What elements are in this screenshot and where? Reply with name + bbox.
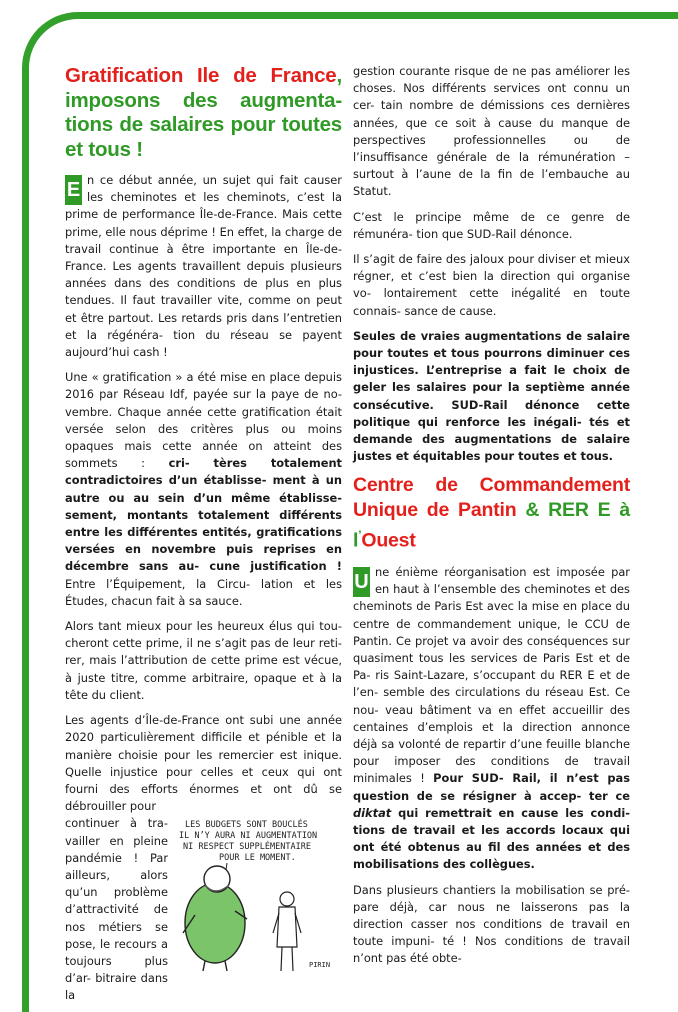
article2-paragraph-1: U ne énième réorganisation est imposée par en haut à l’ensemble des cheminotes et des cheminots de Paris Est avec la mise en place du centre de commandement unique, le CCU de Pantin. Ce projet va avoir des conséquences sur quasiment tous les services de Paris Est et de Pa- ris Saint-Lazare, s’occupant du RER E et de l’en- semble des circulations du réseau Est. Ce nou- veau bâtiment va en effet accueillir des centaines d’emplois et la direction annonce déjà sa volonté de repartir d’une feuille blanche pour imposer des conditions de travail minimales ! Pour SUD- Rail, il n’est pas question de se résigner à accep- ter ce diktat qui remettrait en cause les condi- tions de travail et les accords locaux qui ont été obtenus au fil des années et des mobilisations des collègues. xyxy=(353,564,630,872)
article2-title: Centre de Commandement Unique de Pantin & RER E à l’Ouest xyxy=(353,474,630,552)
boss-figure xyxy=(183,866,247,971)
dropcap-2: U xyxy=(353,567,370,597)
dropcap: E xyxy=(65,175,82,205)
article1-paragraph-9: Seules de vraies augmentations de salaire pour toutes et tous pourrons diminuer ces injustices. L’entreprise a fait le choix de geler les salaires pour la septième année consécutive. SUD-Rail dénonce cette politique qui renforce les inégali- tés et demande des augmentations de salaire justes et équitables pour toutes et tous. xyxy=(353,328,630,464)
article1-title-red: Gratification Ile de France xyxy=(65,64,337,87)
cartoon-caption-line-1: LES BUDGETS SONT BOUCLÉS xyxy=(185,820,308,831)
article1-paragraph-2: Une « gratification » a été mise en place depuis 2016 par Réseau Idf, payée sur la paye de no- vembre. Chaque année cette gratification était versée selon des critères plus ou moins opaques mais cette année on atteint des sommets : cri- tères totalement contradictoires d’un établisse- ment à un autre ou au sein d’un même établisse- sement, montants totalement différents entre les différentes entités, gratifications versées en novembre puis reprises en décembre sans au- cune justification ! Entre l’Équipement, la Circu- lation et les Études, chacun fait à sa sauce. xyxy=(65,370,342,608)
article1-paragraph-5: continuer à tra- vailler en pleine pandémie ! Par ailleurs, alors qu’un problème d’attractivité de nos métiers se pose, le recours a toujours plus d’ar- bitraire dans la xyxy=(65,816,168,1003)
article2-title-red: Centre de Commandement Unique de Pantin xyxy=(353,474,630,522)
article1-paragraph-8: Il s’agit de faire des jaloux pour diviser et mieux régner, et c’est bien la direction qui organise vo- lontairement cette inégalité en toute connais- sance de cause. xyxy=(353,252,630,318)
cartoon-signature: PIRIN xyxy=(309,961,331,970)
article2-paragraph-2: Dans plusieurs chantiers la mobilisation se pré- pare déjà, car nous ne laisserons pas la direction casser nos conditions de travail en toute impuni- té ! Nos conditions de travail n’ont pas été obte- xyxy=(353,882,630,966)
left-column xyxy=(65,64,342,1005)
article1-paragraph-3: Alors tant mieux pour les heureux élus qui tou- cheront cette prime, il ne s’agit pas de leur reti- rer, mais l’attribution de cette prime est vécue, à juste titre, comme arbitraire, opaque et à la tête du client. xyxy=(65,619,342,702)
cartoon-illustration xyxy=(175,815,341,975)
cartoon-caption-line-3: NI RESPECT SUPPLÉMENTAIRE xyxy=(183,842,311,853)
article2-title-green: & RER E à l xyxy=(353,499,630,552)
cartoon-caption-line-4: POUR LE MOMENT. xyxy=(219,853,296,864)
worker-figure xyxy=(273,892,301,971)
cartoon-caption-line-2: IL N’Y AURA NI AUGMENTATION xyxy=(179,831,318,842)
cartoon-block xyxy=(65,815,342,1004)
article1-paragraph-7: C’est le principe même de ce genre de rémunéra- tion que SUD-Rail dénonce. xyxy=(353,209,630,241)
article1-paragraph-6: gestion courante risque de ne pas améliorer les choses. Nos différents services ont connu un cer- tain nombre de démissions ces dernières années, que ce soit à cause du manque de perspectives professionnelles ou de l’insuffisance générale de la rémunération – surtout à l’aune de la fin de l’embauche au Statut. xyxy=(353,64,630,199)
article1-paragraph-1: E n ce début année, un sujet qui fait causer les cheminotes et les cheminots, c’est la prime de performance Île-de-France. Mais cette prime, elle nous déprime ! En effet, la charge de travail continue à être importante en Île-de-France. Les agents travaillent depuis plusieurs années dans des conditions de plus en plus tendues. Il faut travailler vite, comme on peut et être partout. Les retards pris dans l’entretien et la régénéra- tion du réseau se payent aujourd’hui cash ! xyxy=(65,173,342,360)
article1-paragraph-4: Les agents d’Île-de-France ont subi une année 2020 particulièrement difficile et pénible et la manière choisie pour les remercier est inique. Quelle injustice pour celles et ceux qui ont fourni des efforts énormes et ont dû se débrouiller pour xyxy=(65,713,342,814)
article1-title-green: imposons des augmenta- tions de salaires pour toutes et tous ! xyxy=(65,88,342,161)
article1-title: Gratification Ile de France, imposons des augmenta- tions de salaires pour toutes et tous ! xyxy=(65,64,342,161)
right-column xyxy=(353,63,630,976)
